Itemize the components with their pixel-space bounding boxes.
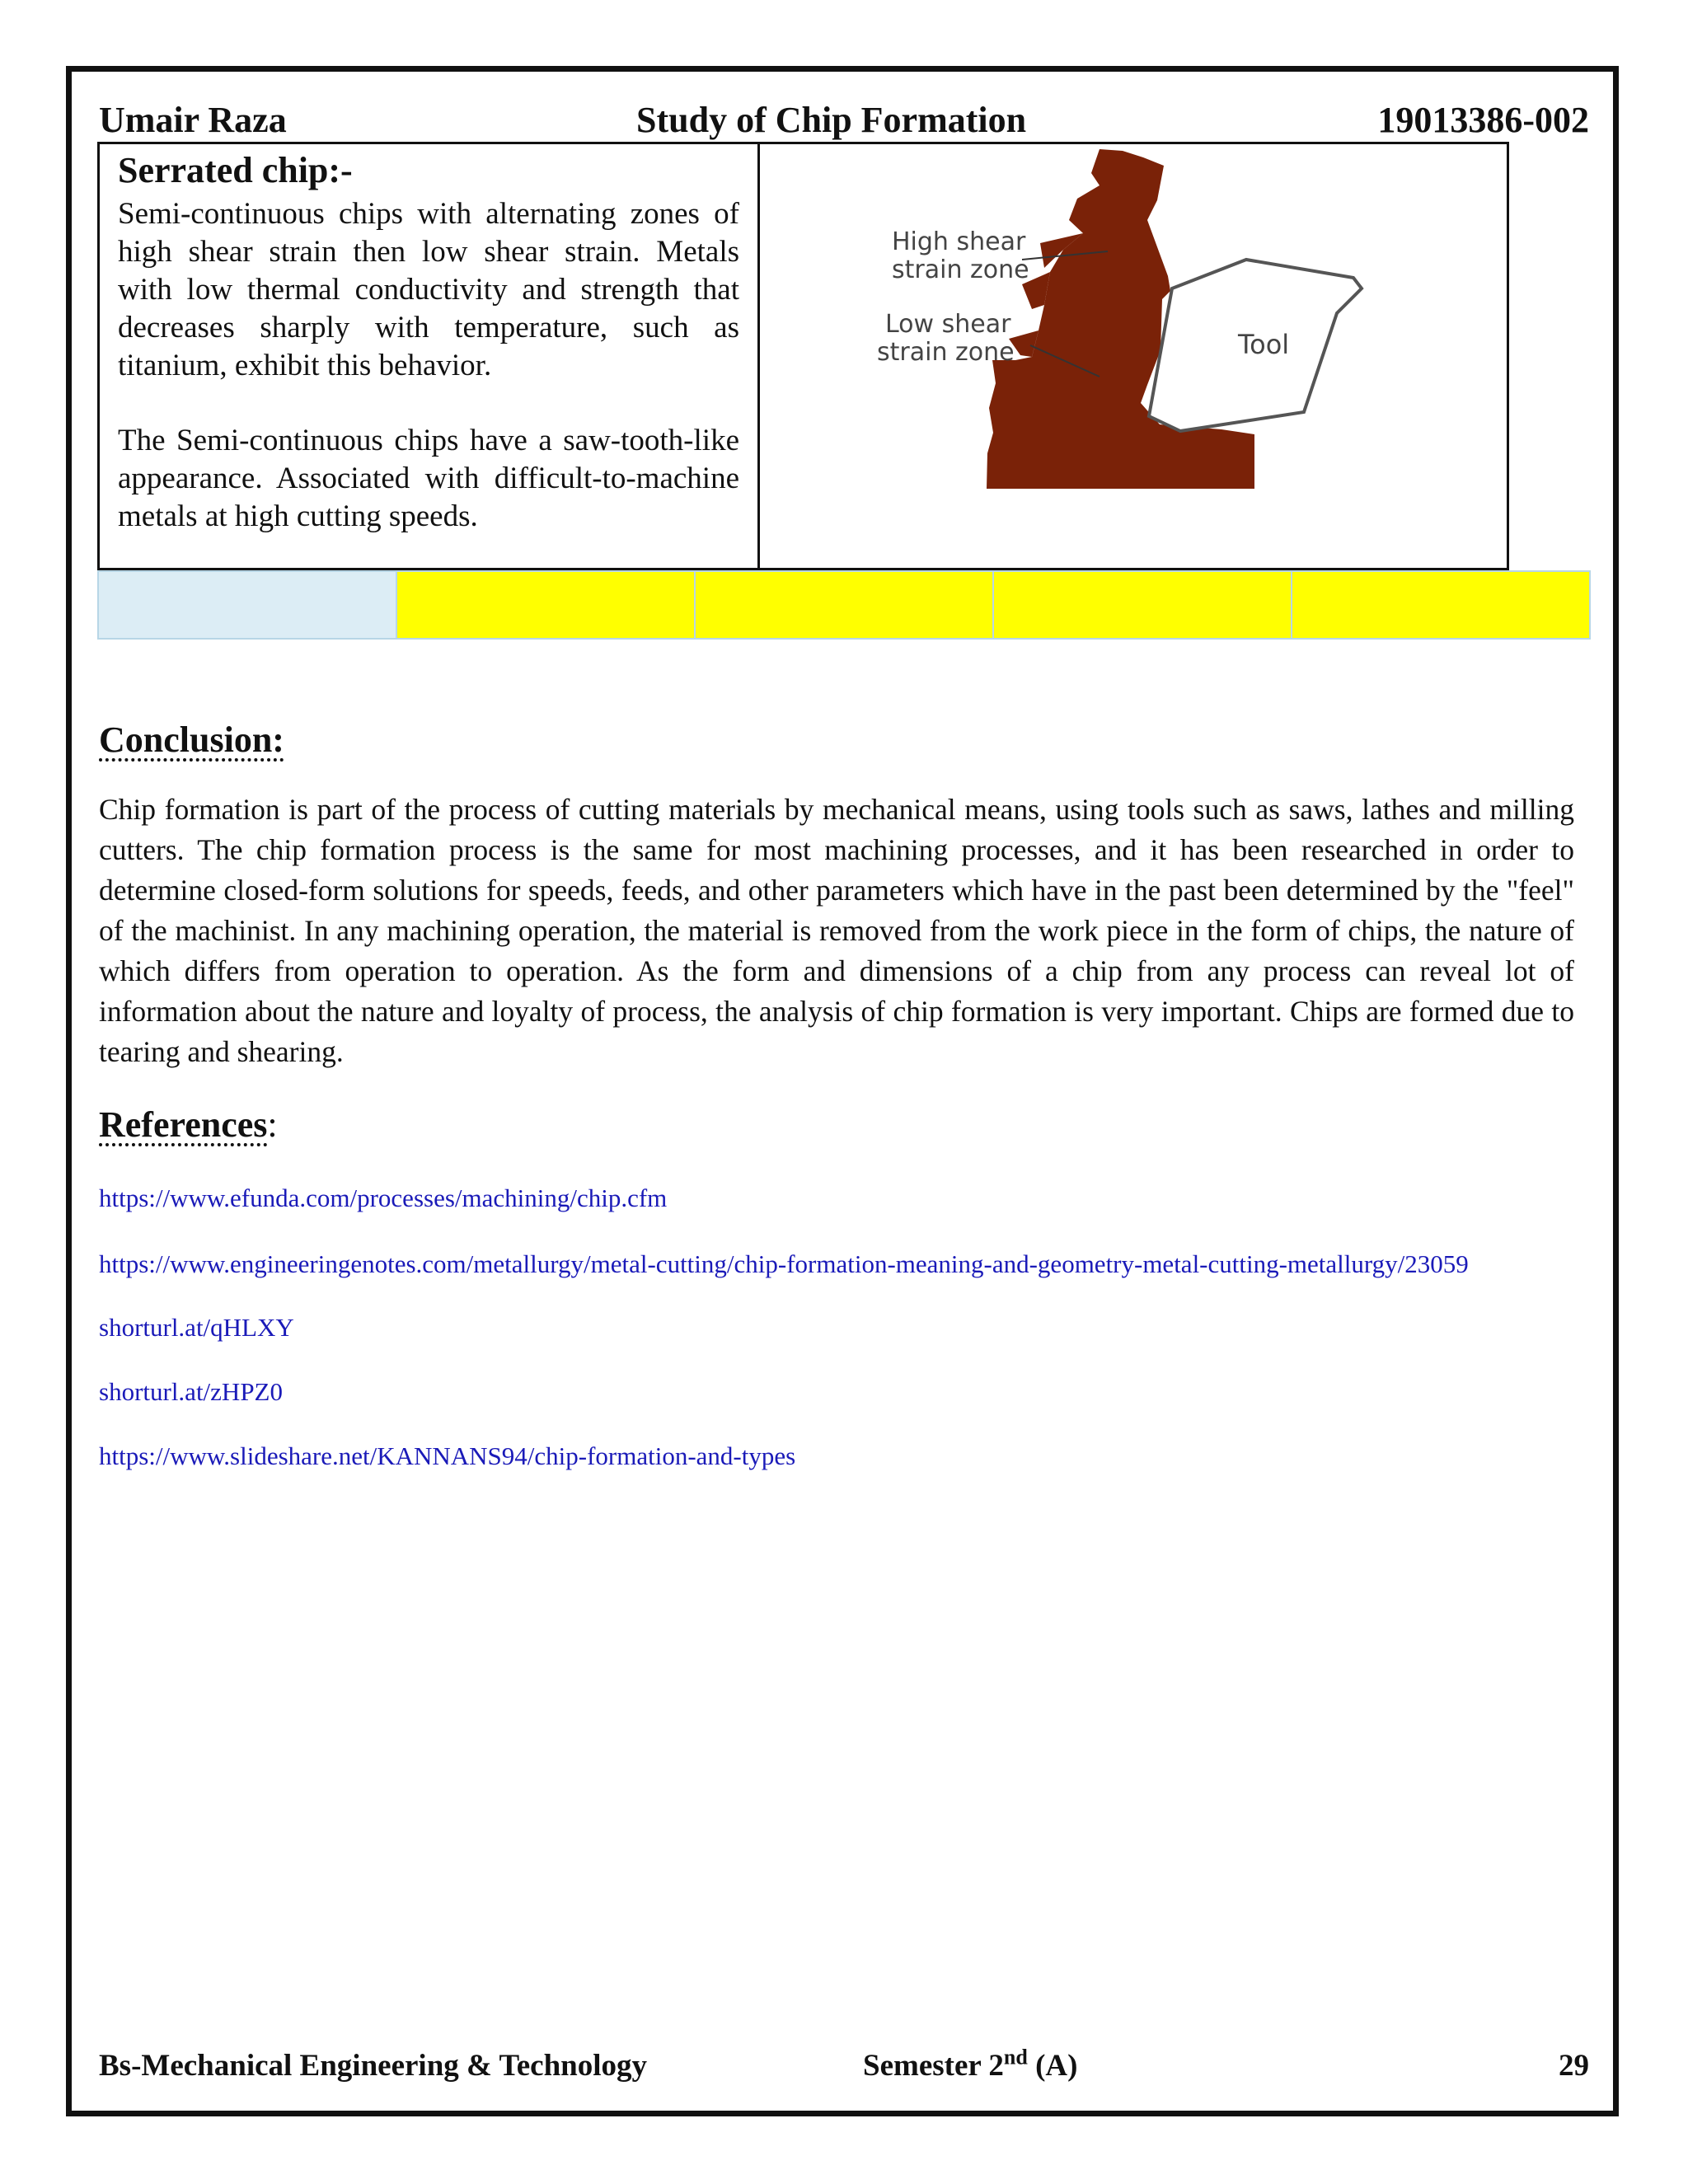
header-author: Umair Raza — [99, 100, 287, 140]
label-tool: Tool — [1238, 329, 1290, 360]
color-band-row — [97, 570, 1591, 640]
header-title: Study of Chip Formation — [636, 100, 1027, 140]
conclusion-heading: Conclusion: — [99, 719, 284, 760]
reference-link[interactable]: https://www.efunda.com/processes/machining/chip.cfm — [99, 1183, 668, 1212]
label-low-shear-1: Low shear — [885, 310, 1011, 339]
label-high-shear-1: High shear — [892, 227, 1026, 256]
conclusion-body: Chip formation is part of the process of cutting materials by mechanical means, using tools such as saws, lathes and milling cutters. The chip formation process is the same for most machining processes, and it has been researched in order to determine closed-form solutions for speeds, feeds, and other parameters which have in the past been determined by the "feel" of the machinist. In any machining operation, the material is removed from the work piece in the form of chips, the nature of which differs from operation to operation. As the form and dimensions of a chip from any process can reveal lot of information about the nature and loyalty of process, the analysis of chip formation is very important. Chips are formed due to tearing and shearing. — [99, 793, 1574, 1068]
reference-link[interactable]: shorturl.at/qHLXY — [99, 1313, 294, 1342]
references-heading — [99, 1102, 278, 1148]
serrated-chip-description: Semi-continuous chips with alternating zones of high shear strain then low shear strain. Metals with low thermal conductivity and strength that decreases sharply with temperature, such as titanium, exhibit this behavior. — [118, 197, 739, 382]
serrated-chip-title: Serrated chip:- — [118, 150, 353, 190]
references-heading-text: References — [99, 1104, 268, 1145]
serrated-chip-figure-cell — [760, 144, 1507, 568]
references-heading-colon: : — [267, 1104, 278, 1145]
footer-semester-suffix: (A) — [1027, 2049, 1078, 2083]
serrated-chip-text-cell — [100, 144, 760, 568]
footer-program: Bs-Mechanical Engineering & Technology — [99, 2049, 648, 2083]
color-cell-yellow — [994, 572, 1292, 638]
color-cell-yellow — [1292, 572, 1589, 638]
reference-link[interactable]: https://www.slideshare.net/KANNANS94/chip-formation-and-types — [99, 1441, 796, 1470]
color-cell-yellow — [696, 572, 994, 638]
label-low-shear-2: strain zone — [877, 338, 1015, 367]
color-cell-yellow — [397, 572, 696, 638]
footer-semester-sup: nd — [1003, 2045, 1028, 2069]
footer-page-number: 29 — [1559, 2049, 1589, 2083]
label-high-shear-2: strain zone — [892, 255, 1029, 284]
footer-semester — [863, 2046, 1077, 2087]
reference-link[interactable]: https://www.engineeringenotes.com/metallurgy/metal-cutting/chip-formation-meaning-and-geometry-metal-cutting-metallurgy/23059 — [99, 1249, 1469, 1278]
header-id: 19013386-002 — [1377, 100, 1589, 140]
color-cell-blue — [99, 572, 397, 638]
serrated-chip-diagram — [760, 144, 1507, 568]
reference-link[interactable]: shorturl.at/zHPZ0 — [99, 1377, 283, 1406]
footer-semester-prefix: Semester 2 — [863, 2049, 1004, 2083]
serrated-chip-appearance: The Semi-continuous chips have a saw-tooth-like appearance. Associated with difficult-to-machine metals at high cutting speeds. — [118, 424, 739, 533]
serrated-chip-table — [97, 142, 1509, 570]
